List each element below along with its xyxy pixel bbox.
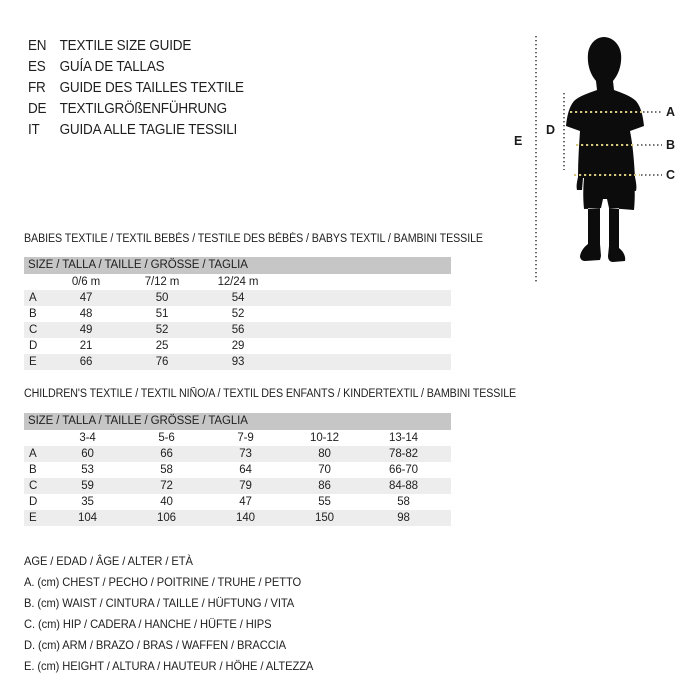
language-title: GUIDE DES TAILLES TEXTILE [59, 79, 244, 96]
table-row [24, 354, 451, 370]
child-silhouette [566, 37, 644, 262]
language-code: IT [28, 121, 40, 138]
children-section-title: CHILDREN'S TEXTILE / TEXTIL NIÑO/A / TEXTIL DES ENFANTS / KINDERTEXTIL / BAMBINI TESSILE [24, 388, 517, 400]
table-cell: 98 [397, 512, 410, 524]
table-row [24, 494, 451, 510]
table-cell: 56 [231, 324, 245, 336]
language-row [28, 77, 244, 98]
table-row [24, 322, 451, 338]
table-cell: 52 [155, 324, 169, 336]
language-title: TEXTILE SIZE GUIDE [59, 37, 192, 54]
babies-section-title: BABIES TEXTILE / TEXTIL BEBÉS / TESTILE DES BÉBÉS / BABYS TEXTIL / BAMBINI TESSILE [24, 233, 483, 245]
column-header: 7-9 [237, 432, 254, 444]
row-label: B [29, 308, 37, 320]
label-arm: D [546, 123, 556, 137]
language-row [28, 35, 244, 56]
language-code: ES [28, 58, 46, 75]
table-cell: 64 [239, 464, 252, 476]
children-size-header-bar: SIZE / TALLA / TAILLE / GRÖSSE / TAGLIA [24, 413, 451, 430]
row-label: D [29, 340, 38, 352]
table-cell: 52 [231, 308, 245, 320]
column-header: 13-14 [389, 432, 418, 444]
language-title: GUÍA DE TALLAS [59, 58, 165, 75]
row-label: A [29, 448, 37, 460]
language-code: DE [28, 100, 47, 117]
label-waist: B [666, 138, 676, 152]
table-cell: 106 [157, 512, 176, 524]
table-cell: 66 [160, 448, 173, 460]
table-cell: 73 [239, 448, 252, 460]
language-code: FR [28, 79, 46, 96]
table-cell: 55 [318, 496, 331, 508]
table-cell: 29 [231, 340, 245, 352]
column-header: 5-6 [158, 432, 175, 444]
row-label: D [29, 496, 38, 508]
language-row [28, 119, 244, 140]
table-cell: 70 [318, 464, 331, 476]
row-label: A [29, 292, 37, 304]
table-cell: 21 [79, 340, 93, 352]
table-cell: 84-88 [389, 480, 418, 492]
babies-size-header-bar: SIZE / TALLA / TAILLE / GRÖSSE / TAGLIA [24, 257, 451, 274]
label-height: E [514, 134, 523, 148]
table-cell: 140 [236, 512, 255, 524]
table-cell: 47 [79, 292, 93, 304]
row-label: E [29, 356, 37, 368]
children-table-header-row [24, 430, 451, 446]
table-cell: 60 [81, 448, 94, 460]
table-row [24, 510, 451, 526]
legend-line: D. (cm) ARM / BRAZO / BRAS / WAFFEN / BRACCIA [24, 638, 287, 652]
table-cell: 40 [160, 496, 173, 508]
legend-line: B. (cm) WAIST / CINTURA / TAILLE / HÜFTUNG / VITA [24, 596, 295, 610]
label-chest: A [666, 105, 676, 119]
babies-table-body [24, 290, 451, 370]
language-code: EN [28, 37, 47, 54]
table-cell: 66-70 [389, 464, 418, 476]
table-row [24, 338, 451, 354]
table-cell: 49 [79, 324, 93, 336]
table-cell: 80 [318, 448, 331, 460]
table-cell: 93 [231, 356, 245, 368]
column-header: 12/24 m [217, 276, 259, 288]
babies-table-header-row [24, 274, 451, 290]
column-header: 7/12 m [144, 276, 180, 288]
table-cell: 58 [160, 464, 173, 476]
language-title: GUIDA ALLE TAGLIE TESSILI [59, 121, 238, 138]
row-label: B [29, 464, 37, 476]
table-cell: 78-82 [389, 448, 418, 460]
column-header: 0/6 m [71, 276, 101, 288]
table-cell: 86 [318, 480, 331, 492]
table-cell: 79 [239, 480, 252, 492]
table-cell: 47 [239, 496, 252, 508]
column-header: 10-12 [310, 432, 339, 444]
language-list [28, 35, 260, 140]
babies-size-table [24, 257, 451, 370]
legend-line: C. (cm) HIP / CADERA / HANCHE / HÜFTE / HIPS [24, 617, 272, 631]
table-cell: 53 [81, 464, 94, 476]
label-hip: C [666, 168, 676, 182]
language-title: TEXTILGRÖßENFÜHRUNG [59, 100, 227, 117]
row-label: C [29, 480, 38, 492]
measurement-legend [24, 551, 335, 677]
table-cell: 59 [81, 480, 94, 492]
row-label: E [29, 512, 37, 524]
table-cell: 54 [231, 292, 245, 304]
table-row [24, 290, 451, 306]
children-size-table [24, 413, 451, 526]
language-row [28, 98, 244, 119]
legend-line: AGE / EDAD / ÂGE / ALTER / ETÀ [24, 554, 193, 568]
table-row [24, 446, 451, 462]
row-label: C [29, 324, 38, 336]
table-row [24, 478, 451, 494]
children-table-body [24, 446, 451, 526]
language-row [28, 56, 244, 77]
table-row [24, 306, 451, 322]
column-header: 3-4 [79, 432, 96, 444]
table-cell: 58 [397, 496, 410, 508]
table-cell: 25 [155, 340, 169, 352]
legend-line: A. (cm) CHEST / PECHO / POITRINE / TRUHE / PETTO [24, 575, 302, 589]
table-cell: 66 [79, 356, 93, 368]
child-silhouette-figure [500, 28, 700, 290]
table-cell: 72 [160, 480, 173, 492]
table-cell: 76 [155, 356, 169, 368]
legend-line: E. (cm) HEIGHT / ALTURA / HAUTEUR / HÖHE / ALTEZZA [24, 659, 314, 673]
table-cell: 50 [155, 292, 169, 304]
table-row [24, 462, 451, 478]
table-cell: 48 [79, 308, 93, 320]
table-cell: 150 [315, 512, 334, 524]
table-cell: 35 [81, 496, 94, 508]
table-cell: 51 [155, 308, 169, 320]
table-cell: 104 [78, 512, 97, 524]
